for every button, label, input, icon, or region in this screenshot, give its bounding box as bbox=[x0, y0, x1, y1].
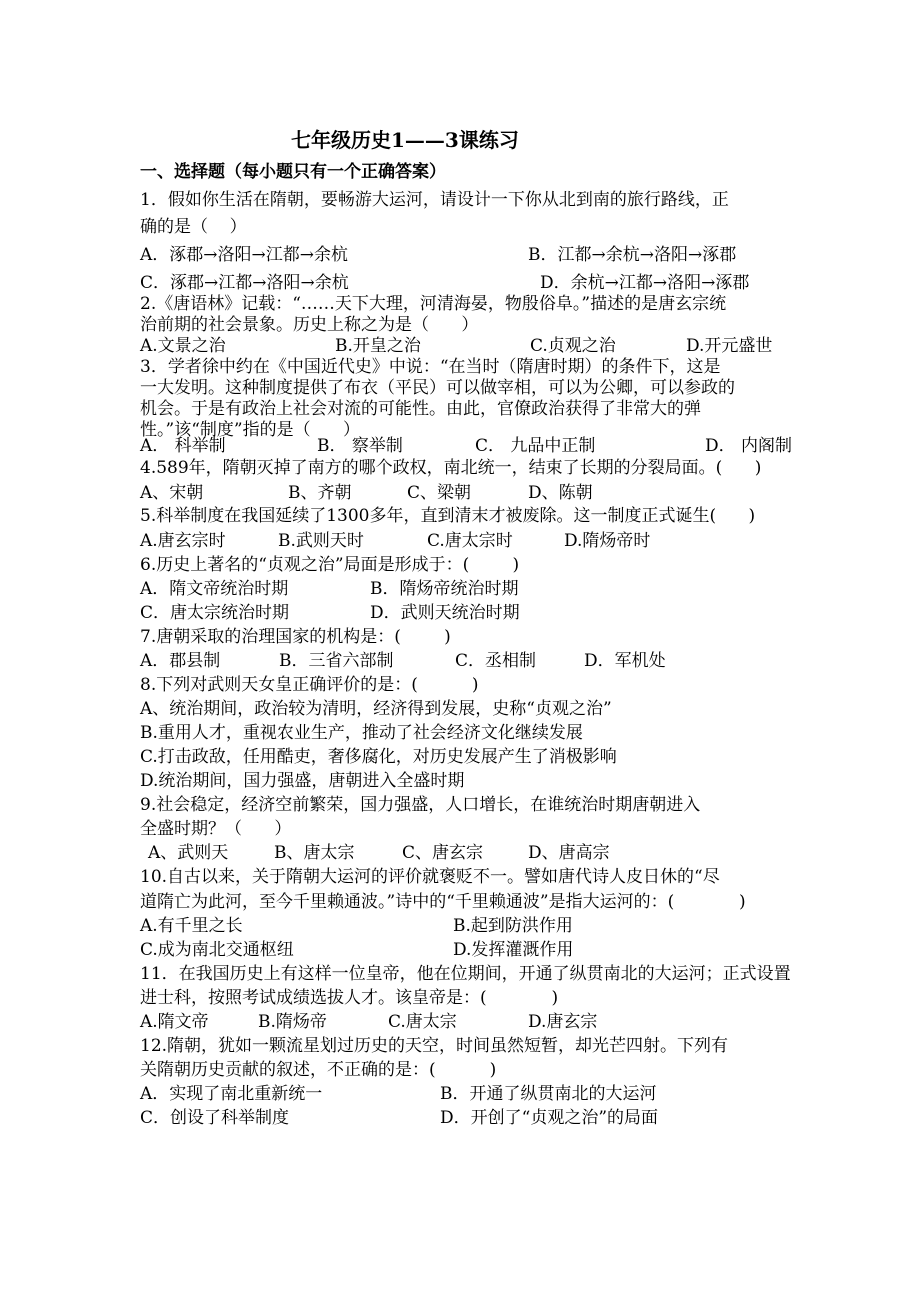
question-9-option-b: B、唐太宗 bbox=[274, 843, 355, 863]
question-12-option-a: A．实现了南北重新统一 bbox=[140, 1084, 323, 1104]
question-6-option-d: D．武则天统治时期 bbox=[370, 603, 520, 623]
question-8-stem: 8.下列对武则天女皇正确评价的是：( ) bbox=[140, 675, 479, 695]
question-1-option-b: B．江都→余杭→洛阳→涿郡 bbox=[528, 245, 737, 265]
question-9-option-a: A、武则天 bbox=[148, 843, 229, 863]
question-12-stem: 12.隋朝，犹如一颗流星划过历史的天空，时间虽然短暂，却光芒四射。下列有 bbox=[140, 1036, 729, 1056]
question-10-option-c: C.成为南北交通枢纽 bbox=[140, 940, 294, 960]
question-11-stem-cont: 进士科，按照考试成绩选拔人才。该皇帝是：( ) bbox=[140, 988, 559, 1008]
question-1-stem-cont: 确的是（ ） bbox=[140, 217, 247, 237]
question-9-stem: 9.社会稳定，经济空前繁荣，国力强盛，人口增长，在谁统治时期唐朝进入 bbox=[140, 795, 701, 815]
question-5-option-a: A.唐玄宗时 bbox=[140, 531, 226, 551]
question-8-option-b: B.重用人才，重视农业生产，推动了社会经济文化继续发展 bbox=[140, 723, 583, 743]
question-10-stem: 10.自古以来，关于隋朝大运河的评价就褒贬不一。譬如唐代诗人皮日休的“尽 bbox=[140, 867, 720, 887]
question-11-option-c: C.唐太宗 bbox=[388, 1012, 457, 1032]
question-8-option-a: A、统治期间，政治较为清明，经济得到发展，史称“贞观之治” bbox=[140, 699, 612, 719]
question-10-option-d: D.发挥灌溉作用 bbox=[453, 940, 574, 960]
question-2-stem-cont: 治前期的社会景象。历史上称之为是（ ） bbox=[140, 315, 479, 335]
question-2-option-c: C.贞观之治 bbox=[530, 336, 616, 356]
question-11-option-a: A.隋文帝 bbox=[140, 1012, 209, 1032]
question-2-stem: 2.《唐语林》记载：“……天下大理，河清海晏，物殷俗阜。”描述的是唐玄宗统 bbox=[140, 294, 727, 314]
question-11-stem: 11．在我国历史上有这样一位皇帝，他在位期间，开通了纵贯南北的大运河；正式设置 bbox=[140, 964, 791, 984]
question-4-option-c: C、梁朝 bbox=[407, 483, 472, 503]
question-3-option-c: C． 九品中正制 bbox=[475, 436, 596, 456]
question-8-option-d: D.统治期间，国力强盛，唐朝进入全盛时期 bbox=[140, 771, 465, 791]
question-9-option-c: C、唐玄宗 bbox=[402, 843, 484, 863]
question-4-stem: 4.589年，隋朝灭掉了南方的哪个政权，南北统一，结束了长期的分裂局面。( ) bbox=[140, 458, 762, 478]
question-10-option-b: B.起到防洪作用 bbox=[453, 916, 573, 936]
question-6-option-b: B．隋炀帝统治时期 bbox=[370, 579, 519, 599]
question-9-stem-cont: 全盛时期？（ ） bbox=[140, 819, 292, 839]
question-2-option-d: D.开元盛世 bbox=[686, 336, 773, 356]
question-1-option-d: D．余杭→江都→洛阳→涿郡 bbox=[540, 273, 750, 293]
question-12-option-b: B．开通了纵贯南北的大运河 bbox=[440, 1084, 657, 1104]
question-7-option-c: C．丞相制 bbox=[455, 651, 537, 671]
question-2-option-a: A.文景之治 bbox=[140, 336, 226, 356]
question-7-option-d: D．军机处 bbox=[584, 651, 666, 671]
question-5-stem: 5.科举制度在我国延续了1300多年，直到清末才被废除。这一制度正式诞生( ) bbox=[140, 506, 756, 526]
question-3-option-a: A． 科举制 bbox=[140, 436, 226, 456]
question-3-stem-cont-3: 性。”该“制度”指的是（ ） bbox=[140, 420, 360, 440]
question-11-option-d: D.唐玄宗 bbox=[528, 1012, 598, 1032]
question-12-stem-cont: 关隋朝历史贡献的叙述，不正确的是：( ) bbox=[140, 1060, 497, 1080]
question-10-option-a: A.有千里之长 bbox=[140, 916, 243, 936]
question-12-option-c: C．创设了科举制度 bbox=[140, 1108, 290, 1128]
question-3-stem-cont-2: 机会。于是有政治上社会对流的可能性。由此，官僚政治获得了非常大的弹 bbox=[140, 399, 701, 419]
question-6-option-c: C．唐太宗统治时期 bbox=[140, 603, 290, 623]
question-1-option-c: C．涿郡→江都→洛阳→余杭 bbox=[140, 273, 349, 293]
question-3-option-b: B． 察举制 bbox=[317, 436, 403, 456]
question-6-option-a: A．隋文帝统治时期 bbox=[140, 579, 289, 599]
question-5-option-b: B.武则天时 bbox=[278, 531, 364, 551]
question-10-stem-cont: 道隋亡为此河，至今千里赖通波。”诗中的“千里赖通波”是指大运河的：( ) bbox=[140, 892, 746, 912]
page-title: 七年级历史1——3课练习 bbox=[291, 128, 519, 152]
question-3-option-d: D． 内阁制 bbox=[705, 436, 793, 456]
question-11-option-b: B.隋炀帝 bbox=[258, 1012, 327, 1032]
question-1-option-a: A．涿郡→洛阳→江都→余杭 bbox=[140, 245, 349, 265]
question-8-option-c: C.打击政敌，任用酷吏，奢侈腐化，对历史发展产生了消极影响 bbox=[140, 747, 617, 767]
section-heading: 一、选择题（每小题只有一个正确答案） bbox=[140, 162, 446, 182]
question-4-option-b: B、齐朝 bbox=[288, 483, 352, 503]
question-7-option-a: A．郡县制 bbox=[140, 651, 221, 671]
question-5-option-c: C.唐太宗时 bbox=[427, 531, 513, 551]
question-4-option-a: A、宋朝 bbox=[140, 483, 204, 503]
question-9-option-d: D、唐高宗 bbox=[528, 843, 610, 863]
question-3-stem: 3．学者徐中约在《中国近代史》中说：“在当时（隋唐时期）的条件下，这是 bbox=[140, 357, 721, 377]
question-4-option-d: D、陈朝 bbox=[528, 483, 593, 503]
question-7-option-b: B．三省六部制 bbox=[279, 651, 394, 671]
question-12-option-d: D．开创了“贞观之治”的局面 bbox=[440, 1108, 659, 1128]
question-5-option-d: D.隋炀帝时 bbox=[564, 531, 651, 551]
question-6-stem: 6.历史上著名的“贞观之治”局面是形成于：( ) bbox=[140, 555, 520, 575]
question-1-stem: 1．假如你生活在隋朝，要畅游大运河，请设计一下你从北到南的旅行路线，正 bbox=[140, 190, 729, 210]
question-2-option-b: B.开皇之治 bbox=[335, 336, 421, 356]
question-3-stem-cont-1: 一大发明。这种制度提供了布衣（平民）可以做宰相，可以为公卿，可以参政的 bbox=[140, 378, 735, 398]
question-7-stem: 7.唐朝采取的治理国家的机构是：( ) bbox=[140, 627, 451, 647]
